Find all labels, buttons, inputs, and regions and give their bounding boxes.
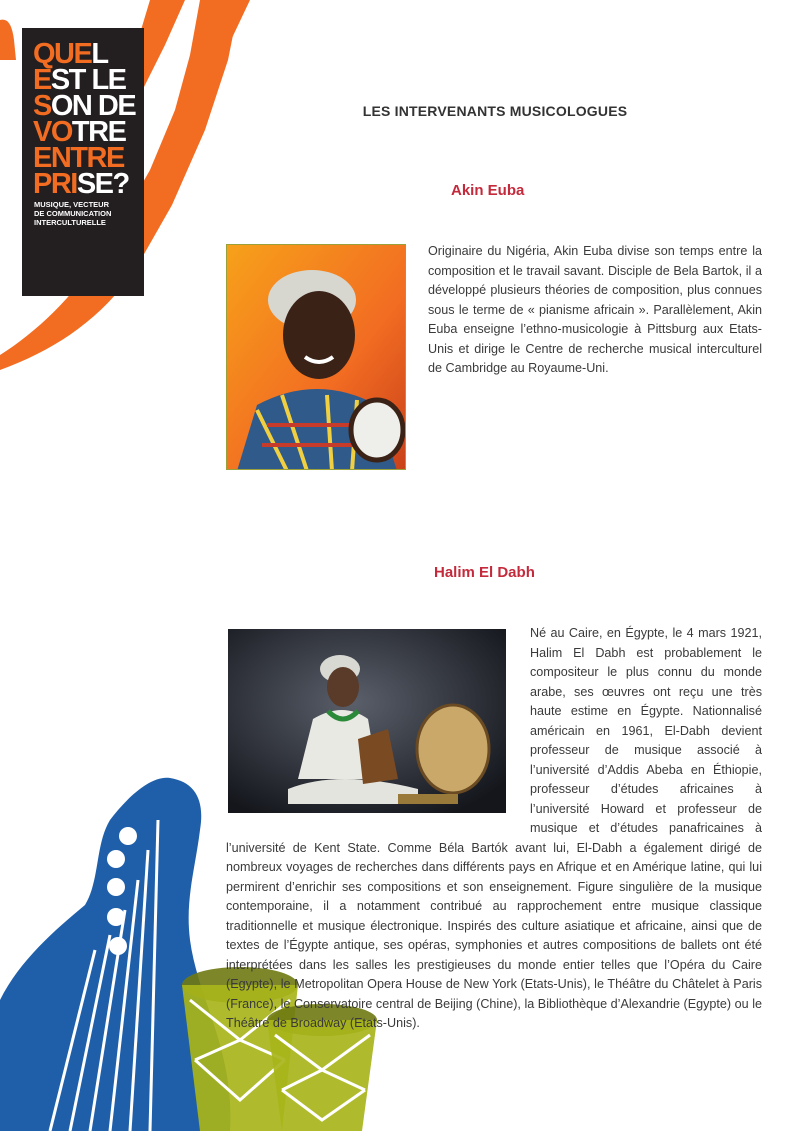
speaker-name-halim-el-dabh: Halim El Dabh xyxy=(434,564,535,581)
text-wrap-spacer xyxy=(226,624,530,821)
logo-line-5: ENTRE xyxy=(33,142,124,174)
conference-logo xyxy=(22,28,144,296)
portrait-photo-akin-euba xyxy=(226,244,406,470)
logo-line-2: EST LE xyxy=(33,64,126,96)
speaker-bio-halim-el-dabh xyxy=(226,624,762,1054)
logo-line-1: QUEL xyxy=(33,38,108,70)
page-title: LES INTERVENANTS MUSICOLOGUES xyxy=(362,103,628,119)
logo-line-3: SON DE xyxy=(33,90,136,122)
logo-line-4: VOTRE xyxy=(33,116,126,148)
portrait-image xyxy=(227,245,406,470)
speaker-bio-akin-euba: Originaire du Nigéria, Akin Euba divise son temps entre la composition et le travail savant. Disciple de Bela Bartok, il a développé plusieurs théories de composition, plus connues sous le terme de « pianisme africain ». Parallèlement, Akin Euba enseigne l’ethno-musicologie à Pittsburg aux Etats-Unis et dirige le Centre de recherche musical interculturel de Cambridge au Royaume-Uni. xyxy=(428,244,762,375)
speaker-name-akin-euba: Akin Euba xyxy=(451,182,525,199)
logo-subtitle: MUSIQUE, VECTEUR DE COMMUNICATION INTERCULTURELLE xyxy=(34,200,112,227)
logo-line-6: PRISE? xyxy=(33,168,129,200)
speaker-bio-text: Né au Caire, en Égypte, le 4 mars 1921, Halim El Dabh est probablement le compositeur le plus connu du monde arabe, ses œuvres ont reçu une très haute estime en Égypte. Nationnalisé américain en 1961, El-Dabh devient professeur de musique associé à l’université d’Addis Abeba en Éthiopie, professeur d’études africaines à l’université Howard et professeur de musique et d’études panafricaines à l’université de Kent State. Comme Béla Bartók avant lui, El-Dabh a également dirigé de nombreux voyages de recherches dans différents pays en Afrique et en Amérique latine, qui lui permirent d’enrichir ses compositions et son enseignement. Figure singulière de la musique contemporaine, il a notamment contribué au rapprochement entre musique classique traditionnelle et musique électronique. Inspirés des culture asiatique et africaine, ainsi que de textes de l’Égypte antique, ses opéras, symphonies et autres compositions de ballets ont été interprétées dans les salles les prestigieuses du monde entier telles que l’Opéra du Caire (Egypte), le Metropolitan Opera House de New York (Etats-Unis), le Théâtre du Châtelet à Paris (France), le Conservatoire central de Beijing (Chine), la Bibliothèque d’Alexandrie (Egypte) ou le Théâtre de Broadway (Etats-Unis). xyxy=(226,626,762,1030)
